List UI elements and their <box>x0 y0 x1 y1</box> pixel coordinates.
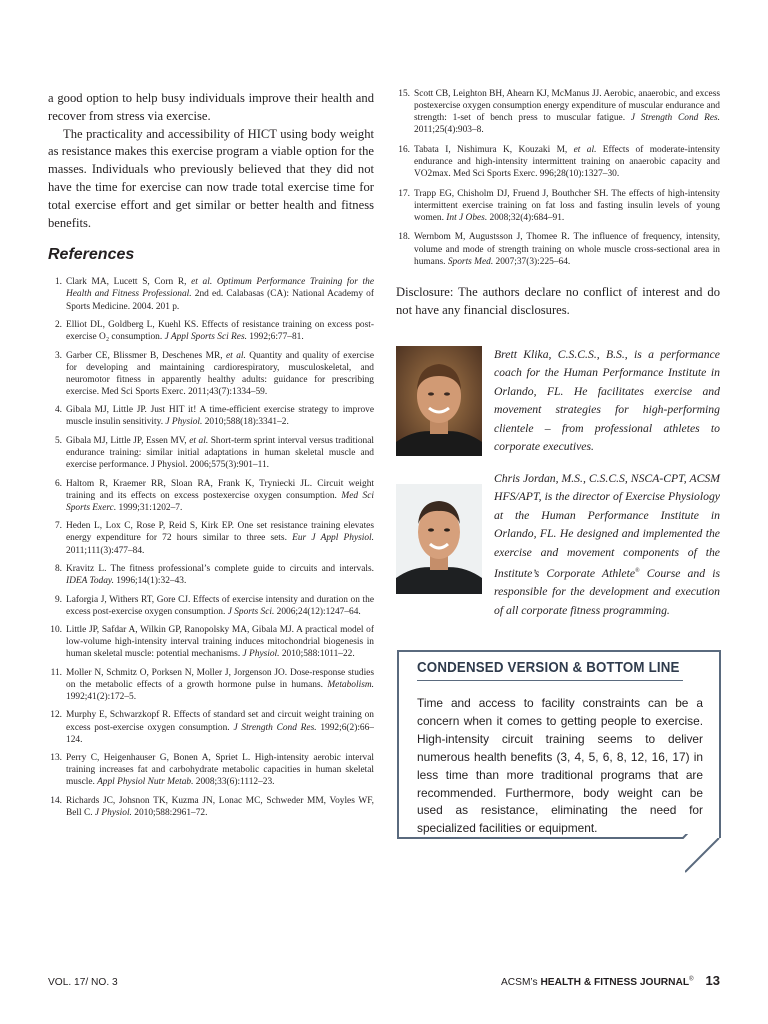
reference-journal: J Physiol. <box>163 417 203 428</box>
reference-journal: J Physiol. <box>240 649 280 660</box>
reference-item <box>48 594 374 618</box>
reference-number: 10. <box>50 625 62 636</box>
reference-details: 2008;32(4):684–91. <box>487 212 565 223</box>
reference-details: 1992;41(2):172–5. <box>66 692 137 702</box>
reference-journal: Appl Physiol Nutr Metab. <box>94 777 194 788</box>
reference-number: 16. <box>398 144 410 155</box>
reference-journal: et al. <box>222 350 246 361</box>
reference-item <box>48 435 374 471</box>
reference-details: 2010;588:2961–72. <box>131 807 208 818</box>
author-bio-text-1: Brett Klika, C.S.C.S., B.S., is a performance coach for the Human Performance Institute in Orlando, FL. He facilitates exercise and movement strategies for high-performing clientele – from professional athletes to corporate executives. <box>494 348 720 454</box>
reference-item <box>48 752 374 788</box>
reference-details: 2010;588:1011–22. <box>279 649 355 660</box>
reference-journal: J Sports Sci. <box>225 606 275 617</box>
reference-number: 17. <box>398 188 410 199</box>
reference-journal: et al. <box>186 435 209 446</box>
reference-authors: Moller N, Schmitz O, Porksen N, Moller J, Jorgenson JO. Dose-response studies on the metabolic effects of a growth hormone pulse in humans. <box>66 667 374 690</box>
reference-authors: Trapp EG, Chisholm DJ, Fruend J, Bouthcher SH. The effects of high-intensity intermittent exercise training on fat loss and fasting insulin levels of young women. <box>414 188 720 223</box>
bottom-line-text: Time and access to facility constraints can be a concern when it comes to getting people to exercise. High-intensity circuit training seems to deliver numerous health benefits (3, 4, 5, 6, 8, 12, 16, 17) in less time than more traditional programs that are recommended. Furthermore, body weight can be used as resistance, eliminating the need for specialized facilities or equipment. <box>417 696 703 836</box>
reference-item <box>396 88 720 136</box>
reference-authors: Wernbom M, Augustsson J, Thomee R. The influence of frequency, intensity, volume and mode of strength training on whole muscle cross-sectional area in humans. <box>414 232 720 267</box>
reference-details: 2nd ed. Calabasas (CA): National Academy of Sports Medicine. 2004. 201 p. <box>66 289 374 312</box>
reference-number: 3. <box>54 350 62 361</box>
reference-item <box>48 709 374 745</box>
bio-text-part: Course and is responsible for the development and execution of all corporate fitness programming. <box>494 566 720 617</box>
footer-volume: VOL. 17/ NO. 3 <box>48 977 118 988</box>
reference-journal: J Appl Sports Sci Res. <box>162 332 247 343</box>
bio-text-part: Chris Jordan, M.S., C.S.C.S, NSCA-CPT, ACSM HFS/APT, is the director of Exercise Physiology at the Human Performance Institute in Orlando, FL. He designed and implemented the exercise and movement components of the Institute’s Corporate Athlete <box>494 472 720 580</box>
right-column <box>396 88 720 319</box>
reference-details: 2007;37(3):225–64. <box>493 256 571 267</box>
reference-item <box>48 478 374 514</box>
reference-authors: Perry C, Heigenhauser G, Bonen A, Spriet L. High-intensity aerobic interval training increases fat and carbohydrate metabolic capacities in human skeletal muscle. <box>66 753 374 788</box>
reference-journal: J Strength Cond Res. <box>229 722 317 733</box>
reference-item <box>48 404 374 428</box>
references-heading: References <box>48 246 135 264</box>
reference-number: 14. <box>50 795 62 806</box>
reference-authors: Gibala MJ, Little JP, Essen MV, <box>66 435 187 446</box>
reference-details: 2006;24(12):1247–64. <box>274 606 361 617</box>
left-column <box>48 90 374 825</box>
reference-item <box>48 795 374 819</box>
author-photo-brett <box>396 346 482 456</box>
intro-paragraph-1: a good option to help busy individuals improve their health and recover from stress via exercise. <box>48 91 374 123</box>
reference-details: Quantity and quality of exercise for developing and maintaining cardiorespiratory, musculoskeletal, and neuromotor fitness in apparently healthy adults: guidance for prescribing exercise. Med Sci Sports Exerc. 2011;43(7):1334–59. <box>66 350 374 397</box>
reference-list-left <box>48 276 374 819</box>
reference-number: 12. <box>50 710 62 721</box>
reference-journal: J Physiol. <box>92 807 132 818</box>
reference-item <box>48 563 374 587</box>
box-bottom-border <box>395 834 725 874</box>
reference-authors: Murphy E, Schwarzkopf R. Effects of standard set and circuit weight training on excess post-exercise oxygen consumption. <box>66 710 374 733</box>
reference-details: 2011;25(4):903–8. <box>414 125 484 136</box>
reference-number: 8. <box>54 563 62 574</box>
reference-authors: Elliot DL, Goldberg L, Kuehl KS. Effects of resistance training on excess post-exercise O₂ consumption. <box>66 320 374 343</box>
reference-number: 9. <box>54 594 62 605</box>
reference-item <box>396 144 720 180</box>
reference-journal: Sports Med. <box>445 256 494 267</box>
reference-journal: Med Sci Sports Exerc. <box>66 490 374 513</box>
reference-journal: Eur J Appl Physiol. <box>286 533 375 544</box>
reference-item <box>48 319 374 343</box>
bottom-line-box <box>397 650 721 838</box>
bottom-line-title: CONDENSED VERSION & BOTTOM LINE <box>417 660 683 681</box>
reference-journal: Int J Obes. <box>443 212 488 223</box>
author-bio-2 <box>396 470 720 617</box>
reference-item <box>48 520 374 556</box>
registered-mark: ® <box>689 976 694 983</box>
reference-authors: Garber CE, Blissmer B, Deschenes MR, <box>66 350 223 361</box>
reference-number: 4. <box>54 405 62 416</box>
disclosure-text: Disclosure: The authors declare no conflict of interest and do not have any financial disclosures. <box>396 284 720 317</box>
reference-number: 7. <box>54 521 62 532</box>
reference-details: 2011;111(3):477–84. <box>66 545 145 556</box>
author-bio-1 <box>396 346 720 458</box>
author-photo-chris <box>396 484 482 594</box>
reference-item <box>48 624 374 660</box>
reference-authors: Clark MA, Lucett S, Corn R, <box>66 277 187 288</box>
author-bio-text-2 <box>494 470 720 620</box>
registered-mark: ® <box>635 568 640 575</box>
reference-authors: Haltom R, Kraemer RR, Sloan RA, Frank K, Tryniecki JL. Circuit weight training and its effects on excess postexercise oxygen consumption. <box>66 478 374 501</box>
reference-journal: et al. Optimum Performance Training for the Health and Fitness Professional. <box>66 277 374 300</box>
reference-authors: Little JP, Safdar A, Wilkin GP, Ranopolsky MA, Gibala MJ. A practical model of low-volume high-intensity interval training induces mitochondrial biogenesis in human skeletal muscle: potential mechanisms. <box>66 625 374 660</box>
reference-details: Short-term sprint interval versus traditional endurance training: similar initial adaptations in human skeletal muscle and exercise performance. J Physiol. 2006;575(3):901–11. <box>66 435 375 471</box>
reference-item <box>48 350 374 398</box>
reference-details: 1996;14(1):32–43. <box>113 576 187 587</box>
reference-journal: J Strength Cond Res. <box>625 113 720 124</box>
reference-details: 1999;31:1202–7. <box>116 502 183 513</box>
footer-publication <box>501 973 720 988</box>
reference-list-right <box>396 88 720 268</box>
reference-item <box>48 667 374 703</box>
reference-item <box>48 276 374 312</box>
reference-number: 13. <box>50 753 62 764</box>
publication-prefix: ACSM’s <box>501 977 541 988</box>
reference-authors: Richards JC, Johsnon TK, Kuzma JN, Lonac MC, Schweder MM, Voyles WF, Bell C. <box>66 795 374 818</box>
reference-number: 11. <box>50 667 62 678</box>
bottom-line-content <box>417 660 703 838</box>
reference-journal: Metabolism. <box>322 679 374 690</box>
publication-name: HEALTH & FITNESS JOURNAL <box>540 977 690 988</box>
reference-authors: Scott CB, Leighton BH, Ahearn KJ, McManus JJ. Aerobic, anaerobic, and excess postexercise oxygen consumption energy expenditure of muscular endurance and strength: 1-set of bench press to muscular fatigue. <box>414 89 720 124</box>
reference-item <box>396 188 720 224</box>
reference-details: 1992;6:77–81. <box>246 332 304 343</box>
reference-number: 1. <box>54 277 62 288</box>
reference-authors: Gibala MJ, Little JP. Just HIT it! A time-efficient exercise strategy to improve muscle insulin sensitivity. <box>66 405 374 428</box>
reference-journal: et al. <box>567 144 597 155</box>
reference-details: 2008;33(6):1112–23. <box>193 777 275 788</box>
reference-number: 18. <box>398 232 410 243</box>
reference-number: 6. <box>54 478 62 489</box>
reference-authors: Tabata I, Nishimura K, Kouzaki M, <box>414 144 568 155</box>
reference-number: 5. <box>54 435 62 446</box>
reference-details: 1992;6(2):66–124. <box>66 722 374 745</box>
reference-item <box>396 231 720 267</box>
page-number: 13 <box>705 973 720 988</box>
reference-authors: Kravitz L. The fitness professional’s complete guide to circuits and intervals. <box>66 563 374 574</box>
reference-number: 15. <box>398 89 410 99</box>
reference-authors: Heden L, Lox C, Rose P, Reid S, Kirk EP. One set resistance training elevates energy expenditure for 72 hours similar to three sets. <box>66 521 374 544</box>
intro-paragraph-2: The practicality and accessibility of HICT using body weight as resistance makes this exercise program a viable option for the masses. Individuals who previously believed that they did not have the time for exercise can now trade total exercise time for total exercise effort and get similar or better health and fitness benefits. <box>48 126 374 230</box>
reference-number: 2. <box>54 320 62 331</box>
reference-details: Effects of moderate-intensity endurance and high-intensity intermittent training on anaerobic capacity and VO2max. Med Sci Sports Exerc. 996;28(10):1327–30. <box>414 144 720 180</box>
reference-authors: Laforgia J, Withers RT, Gore CJ. Effects of exercise intensity and duration on the excess post-exercise oxygen consumption. <box>66 594 374 617</box>
reference-journal: IDEA Today. <box>66 576 114 587</box>
reference-details: 2010;588(18):3341–2. <box>202 417 289 428</box>
